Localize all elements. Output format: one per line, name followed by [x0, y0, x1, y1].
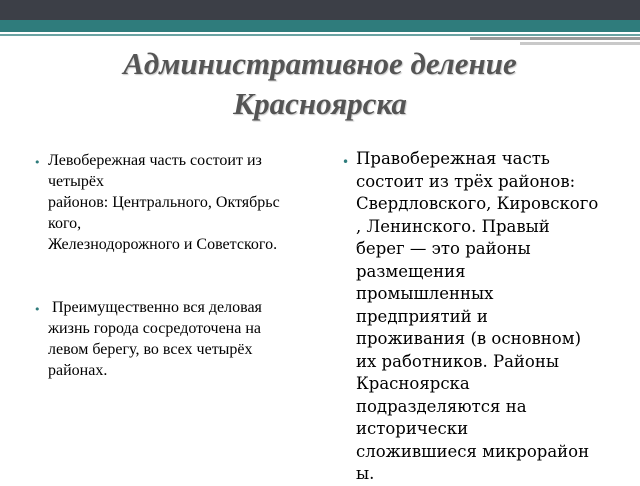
header-rule-gray: [470, 37, 640, 40]
left-item-2-line-3: левом берегу, во всех четырёх: [48, 341, 253, 358]
bullet-icon: •: [34, 303, 41, 316]
right-line-11: Красноярска: [356, 374, 470, 393]
right-line-9: проживания (в основном): [356, 329, 582, 348]
paragraph-spacer: [34, 255, 316, 297]
right-line-2: состоит из трёх районов:: [356, 171, 576, 191]
left-bullet-item-1: [34, 150, 316, 255]
header-rule-teal: [0, 34, 640, 36]
right-line-3: Свердловского, Кировского: [356, 194, 599, 213]
right-line-13: исторически: [356, 419, 469, 438]
left-item-1-line-2: четырёх: [48, 173, 104, 190]
left-bullet-item-2: [34, 297, 316, 381]
left-item-2-line-4: районах.: [48, 362, 108, 379]
left-item-1-line-1: Левобережная часть состоит из: [48, 152, 262, 169]
right-column: [342, 148, 634, 486]
right-line-15: ы.: [356, 464, 375, 483]
right-line-1: Правобережная часть: [356, 149, 550, 168]
right-line-14: сложившиеся микрорайон: [356, 441, 590, 461]
left-item-1-line-4: кого,: [48, 215, 82, 232]
bullet-icon: •: [34, 156, 41, 169]
right-line-5: берег — это районы: [356, 239, 531, 258]
right-line-12: подразделяются на: [356, 396, 527, 416]
slide-title: [0, 44, 640, 124]
title-line-1: Административное деление: [123, 46, 517, 81]
left-item-1-line-3: районов: Центрального, Октябрьс: [48, 194, 280, 211]
right-line-10: их работников. Районы: [356, 351, 559, 371]
right-line-4: , Ленинского. Правый: [356, 216, 550, 236]
right-line-7: промышленных: [356, 284, 494, 303]
right-bullet-item-1: [342, 148, 634, 486]
left-column: [34, 150, 316, 381]
bullet-icon: •: [342, 155, 350, 169]
left-item-2-line-1: Преимущественно вся деловая: [48, 299, 262, 316]
title-line-2: Красноярска: [233, 86, 407, 121]
header-dark-band: [0, 0, 640, 20]
right-line-6: размещения: [356, 261, 466, 281]
header-teal-band: [0, 20, 640, 32]
right-line-8: предприятий и: [356, 306, 488, 326]
left-item-1-line-5: Железнодорожного и Советского.: [48, 236, 278, 253]
left-item-2-line-2: жизнь города сосредоточена на: [48, 320, 262, 337]
